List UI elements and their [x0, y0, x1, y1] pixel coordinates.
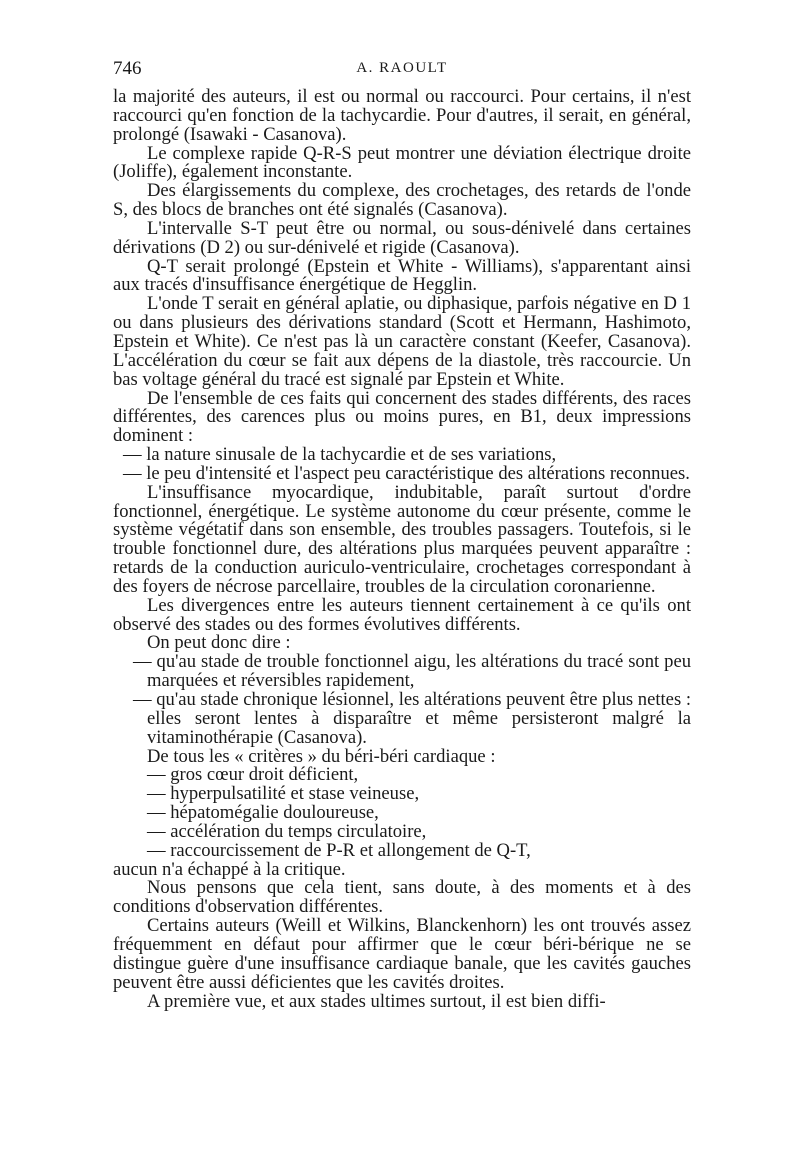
- paragraph: Certains auteurs (Weill et Wilkins, Blanckenhorn) les ont trouvés assez fréquemment en défaut pour affirmer que le cœur béri-bérique ne se distingue guère d'une insuffisance cardiaque banale, que les cavités gauches peuvent être aussi déficientes que les cavités droites.: [113, 915, 691, 993]
- list-item: — raccourcissement de P-R et allongement de Q-T,: [147, 839, 531, 861]
- paragraph: la majorité des auteurs, il est ou normal ou raccourci. Pour certains, il n'est raccourci qu'en fonction de la tachycardie. Pour d'autres, il serait, en général, prolongé (Isawaki - Casanova).: [113, 86, 691, 145]
- paragraph: Nous pensons que cela tient, sans doute, à des moments et à des conditions d'observation différentes.: [113, 877, 691, 918]
- list-item: — gros cœur droit déficient,: [147, 764, 359, 786]
- paragraph: L'onde T serait en général aplatie, ou diphasique, parfois négative en D 1 ou dans plusieurs des dérivations standard (Scott et Hermann, Hashimoto, Epstein et White). Ce n'est pas là un caractère constant (Keefer, Casanova). L'accélération du cœur se fait aux dépens de la diastole, très raccourcie. Un bas voltage général du tracé est signalé par Epstein et White.: [113, 293, 691, 390]
- paragraph: A première vue, et aux stades ultimes surtout, il est bien diffi-: [147, 990, 606, 1012]
- page-body: [113, 88, 691, 1011]
- list-item: — hyperpulsatilité et stase veineuse,: [147, 783, 420, 805]
- paragraph: De l'ensemble de ces faits qui concernent des stades différents, des races différentes, des carences plus ou moins pures, en B1, deux impressions dominent :: [113, 387, 691, 447]
- paragraph: Les divergences entre les auteurs tiennent certainement à ce qu'ils ont observé des stades ou des formes évolutives différents.: [113, 594, 691, 635]
- page-header: [113, 58, 691, 88]
- paragraph: Le complexe rapide Q-R-S peut montrer une déviation électrique droite (Joliffe), également inconstante.: [113, 142, 691, 183]
- paragraph: De tous les « critères » du béri-béri cardiaque :: [147, 745, 496, 767]
- paragraph: aucun n'a échappé à la critique.: [113, 858, 346, 880]
- list-item: — qu'au stade de trouble fonctionnel aigu, les altérations du tracé sont peu marquées et réversibles rapidement,: [133, 651, 691, 692]
- paragraph: On peut donc dire :: [147, 632, 291, 654]
- list-item: — la nature sinusale de la tachycardie et de ses variations,: [123, 444, 557, 466]
- list-item: — accélération du temps circulatoire,: [147, 820, 427, 842]
- page-number: 746: [113, 58, 142, 79]
- paragraph: Q-T serait prolongé (Epstein et White - Williams), s'apparentant ainsi aux tracés d'insuffisance énergétique de Hegglin.: [113, 255, 691, 296]
- running-title: A. RAOULT: [356, 60, 448, 76]
- paragraph: L'insuffisance myocardique, indubitable, paraît surtout d'ordre fonctionnel, énergétique. Le système autonome du cœur présente, comme le système végétatif dans son ensemble, des troubles passagers. Toutefois, si le trouble fonctionnel dure, des altérations plus marquées peuvent apparaître : retards de la conduction auriculo-ventriculaire, crochetages correspondant à des foyers de nécrose parcellaire, troubles de la circulation coronarienne.: [113, 481, 691, 597]
- paragraph: L'intervalle S-T peut être ou normal, ou sous-dénivelé dans certaines dérivations (D 2) ou sur-dénivelé et rigide (Casanova).: [113, 217, 691, 258]
- paragraph: Des élargissements du complexe, des crochetages, des retards de l'onde S, des blocs de branches ont été signalés (Casanova).: [113, 180, 691, 221]
- list-item: — hépatomégalie douloureuse,: [147, 802, 379, 824]
- list-item: — le peu d'intensité et l'aspect peu caractéristique des altérations reconnues.: [123, 462, 690, 484]
- list-item: — qu'au stade chronique lésionnel, les altérations peuvent être plus nettes : elles seront lentes à disparaître et même persisteront malgré la vitaminothérapie (Casanova).: [133, 689, 691, 748]
